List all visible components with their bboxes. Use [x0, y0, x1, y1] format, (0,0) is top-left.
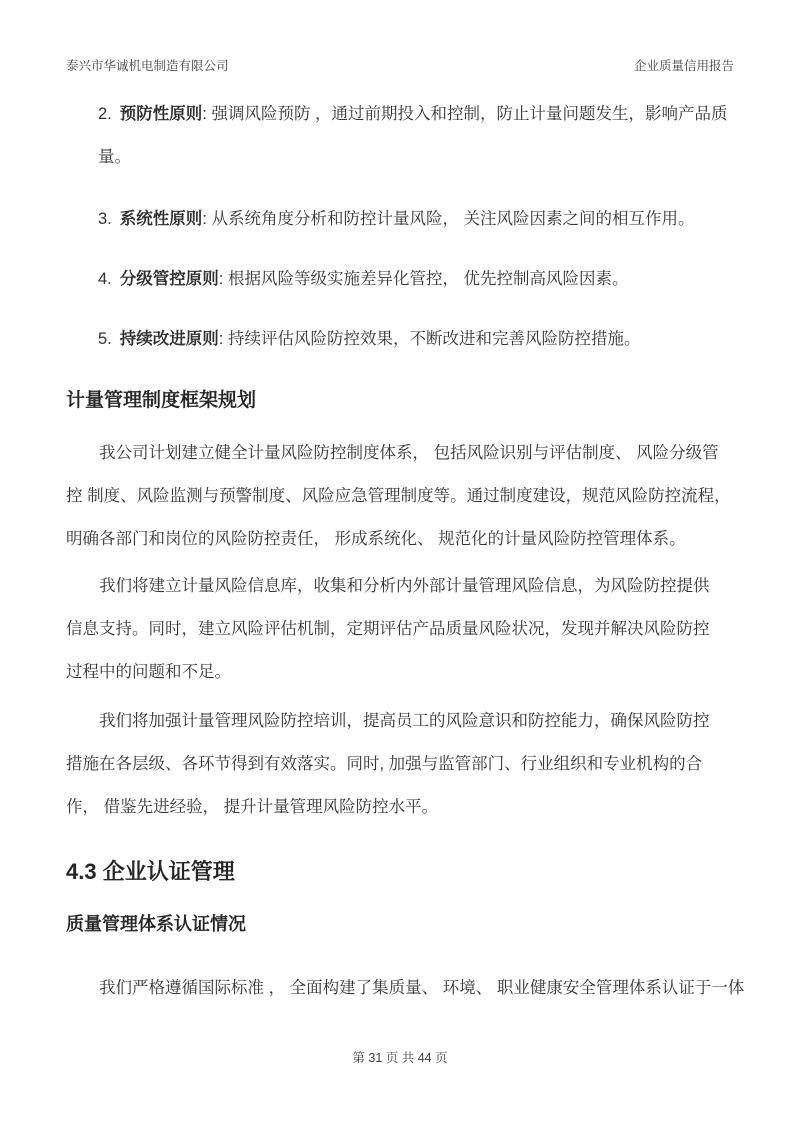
paragraph-line: 我们将建立计量风险信息库，收集和分析内外部计量管理风险信息，为风险防控提供 — [99, 577, 710, 595]
list-item-line — [66, 93, 738, 136]
paragraph-framework-2 — [66, 565, 738, 694]
section-heading-framework: 计量管理制度框架规划 — [66, 390, 257, 411]
header-company-name: 泰兴市华诚机电制造有限公司 — [66, 59, 229, 73]
list-item-text: 强调风险预防 ，通过前期投入和控制，防止计量问题发生，影响产品质 — [211, 105, 728, 123]
list-item-separator: : — [202, 105, 212, 123]
list-item-separator: : — [202, 210, 212, 228]
list-item-text: 从系统角度分析和防控计量风险， 关注风险因素之间的相互作用。 — [211, 210, 695, 228]
list-item-number: 5. — [98, 330, 112, 348]
list-item-text: 持续评估风险防控效果，不断改进和完善风险防控措施。 — [227, 330, 641, 348]
list-item-label: 持续改进原则 — [119, 330, 219, 348]
header-report-title: 企业质量信用报告 — [633, 59, 734, 73]
paragraph-line: 我们将加强计量管理风险防控培训，提高员工的风险意识和防控能力，确保风险防控 — [99, 712, 710, 730]
list-item-graded-control — [66, 258, 738, 301]
paragraph-line: 控 制度、风险监测与预警制度、风险应急管理制度等。通过制度建设，规范风险防控流程， — [66, 487, 731, 505]
paragraph-line: 我们严格遵循国际标准 ， 全面构建了集质量、 环境、 职业健康安全管理体系认证于一体 — [99, 979, 745, 997]
section-heading-certification: 4.3 企业认证管理 — [66, 859, 235, 884]
list-item-systematic — [66, 198, 738, 241]
paragraph-line: 信息支持。同时，建立风险评估机制，定期评估产品质量风险状况，发现并解决风险防控 — [66, 620, 710, 638]
list-item-separator: : — [218, 330, 228, 348]
list-item-label: 预防性原则 — [119, 105, 203, 123]
subheading-qms-certification: 质量管理体系认证情况 — [66, 914, 246, 934]
list-item-number: 2. — [98, 105, 112, 123]
list-item-number: 4. — [98, 270, 112, 288]
page-footer — [0, 1049, 800, 1067]
paragraph-framework-1 — [66, 432, 738, 561]
paragraph-certification — [66, 967, 745, 1010]
paragraph-line: 我公司计划建立健全计量风险防控制度体系， 包括风险识别与评估制度、 风险分级管 — [99, 444, 719, 462]
list-item-line — [66, 198, 738, 241]
list-item-continuous-improvement — [66, 318, 738, 361]
list-item-label: 系统性原则 — [119, 210, 203, 228]
list-item-line — [66, 318, 738, 361]
paragraph-line: 作， 借鉴先进经验， 提升计量管理风险防控水平。 — [66, 798, 439, 816]
page-header — [66, 57, 734, 75]
list-item-label: 分级管控原则 — [119, 270, 219, 288]
list-item-text: 根据风险等级实施差异化管控， 优先控制高风险因素。 — [227, 270, 629, 288]
list-item-number: 3. — [98, 210, 112, 228]
list-item-line — [66, 258, 738, 301]
page-number: 第 31 页 共 44 页 — [352, 1051, 448, 1065]
list-item-text-wrap: 量。 — [98, 148, 131, 166]
paragraph-line: 过程中的问题和不足。 — [66, 663, 231, 681]
list-item-preventive — [66, 93, 738, 179]
list-item-separator: : — [218, 270, 228, 288]
paragraph-framework-3 — [66, 700, 738, 829]
paragraph-line: 措施在各层级、各环节得到有效落实。同时, 加强与监管部门、行业组织和专业机构的合 — [66, 755, 703, 773]
paragraph-line: 明确各部门和岗位的风险防控责任， 形成系统化、 规范化的计量风险防控管理体系。 — [66, 530, 686, 548]
